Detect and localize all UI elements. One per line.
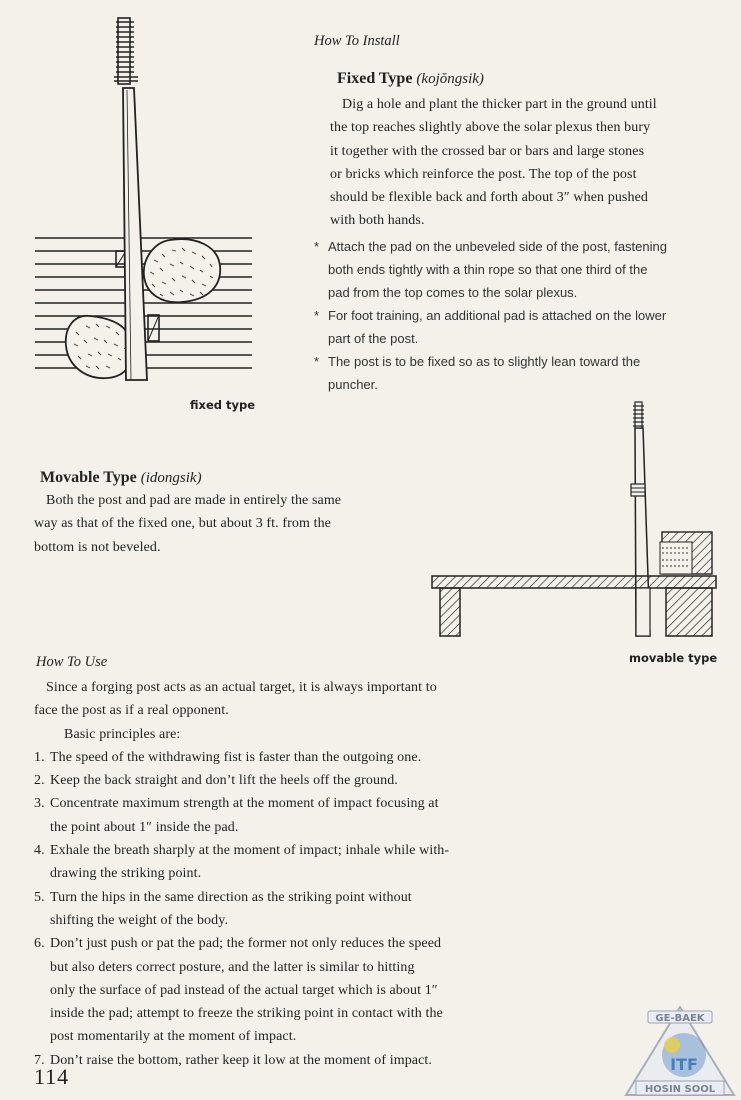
text-line [34, 746, 544, 769]
use-heading: How To Use [36, 654, 108, 670]
text-line: pad from the top comes to the solar plexus. [328, 285, 578, 300]
text-line: face the post as if a real opponent. [34, 703, 229, 719]
text-line: drawing the striking point. [50, 866, 202, 882]
item-number: 3. [34, 796, 45, 812]
page-number: 114 [34, 1064, 70, 1089]
item-number: 5. [34, 889, 45, 905]
note-item [314, 350, 724, 396]
text-line: the top reaches slightly above the solar plexus then bury [330, 120, 651, 136]
text-line: but also deters correct posture, and the latter is similar to hitting [50, 959, 415, 975]
text-line: The post is to be fixed so as to slightly lean toward the [328, 354, 641, 369]
text-line: puncher. [328, 377, 378, 392]
text-line: it together with the crossed bar or bars and large stones [330, 143, 645, 159]
movable-type-paragraph [34, 489, 424, 559]
text-line [34, 839, 544, 862]
note-item [314, 235, 724, 304]
install-heading: How To Install [314, 33, 400, 49]
item-number: 4. [34, 843, 45, 859]
logo-middle-text: ITF [670, 1055, 698, 1074]
pad-shape [631, 484, 645, 496]
text-line [34, 792, 544, 815]
list-item [34, 1049, 544, 1072]
text-line [34, 886, 544, 909]
text-line: the point about 1″ inside the pad. [50, 819, 239, 835]
fixed-type-caption: fixed type [190, 398, 256, 412]
text-line: inside the pad; attempt to freeze the striking point in contact with the [50, 1006, 443, 1022]
text-line: Both the post and pad are made in entirely the same [46, 493, 342, 508]
install-notes [314, 235, 724, 396]
fixed-type-paragraph [330, 93, 722, 233]
list-item [34, 792, 544, 839]
text-line: should be flexible back and forth about 3″ when pushed [330, 190, 648, 206]
note-item [314, 304, 724, 350]
text-line: Dig a hole and plant the thicker part in the ground until [342, 97, 657, 112]
item-text: Keep the back straight and don’t lift the heels off the ground. [50, 773, 398, 789]
text-line: only the surface of pad instead of the actual target which is about 1″ [50, 982, 438, 998]
fixed-type-title-text: Fixed Type [337, 70, 413, 87]
movable-type-title-text: Movable Type [40, 469, 137, 486]
text-line: Attach the pad on the unbeveled side of the post, fastening [328, 239, 667, 254]
text-line: or bricks which reinforce the post. The top of the post [330, 166, 637, 182]
movable-type-native-title: (idongsik) [140, 470, 202, 486]
item-number: 6. [34, 936, 45, 952]
movable-type-title [40, 469, 202, 487]
text-line: bottom is not beveled. [34, 539, 161, 555]
fixed-type-illustration [30, 10, 260, 390]
post-shape [123, 88, 147, 380]
text-line: shifting the weight of the body. [50, 912, 229, 928]
fixed-type-title [337, 70, 484, 88]
list-item [34, 886, 544, 933]
platform-shape [432, 576, 716, 588]
item-number: 1. [34, 749, 45, 765]
item-text: Turn the hips in the same direction as the striking point without [50, 889, 412, 905]
text-line [34, 769, 544, 792]
item-number: 2. [34, 773, 45, 789]
text-line: both ends tightly with a thin rope so that one third of the [328, 262, 648, 277]
movable-type-caption: movable type [629, 651, 718, 665]
platform-leg [666, 588, 712, 636]
text-line: For foot training, an additional pad is attached on the lower [328, 308, 667, 323]
text-line: Since a forging post acts as an actual target, it is always important to [46, 680, 437, 695]
logo-top-text: GE-BAEK [655, 1013, 705, 1024]
item-text: Don’t raise the bottom, rather keep it low at the moment of impact. [50, 1052, 433, 1068]
principles-label: Basic principles are: [64, 726, 181, 742]
text-line [34, 932, 544, 955]
text-line: part of the post. [328, 331, 419, 346]
list-item [34, 839, 544, 886]
fixed-type-native-title: (kojŏngsik) [416, 71, 484, 87]
pad-shape [118, 18, 130, 84]
item-text: The speed of the withdrawing fist is faster than the outgoing one. [50, 749, 422, 765]
text-line [34, 1049, 544, 1072]
note-star: * [314, 239, 320, 254]
text-line: post momentarily at the moment of impact. [50, 1029, 297, 1045]
ge-baek-logo [624, 1005, 736, 1097]
use-section [34, 676, 544, 1072]
list-item [34, 932, 544, 1048]
item-text: Exhale the breath sharply at the moment of impact; inhale while with- [50, 843, 450, 859]
text-line: with both hands. [330, 213, 425, 229]
note-star: * [314, 308, 320, 323]
logo-bottom-text: HOSIN SOOL [644, 1084, 716, 1095]
item-text: Concentrate maximum strength at the moment of impact focusing at [50, 796, 439, 812]
item-number: 7. [34, 1052, 45, 1068]
note-star: * [314, 354, 320, 369]
item-text: Don’t just push or pat the pad; the former not only reduces the speed [50, 936, 442, 952]
platform-leg [440, 588, 460, 636]
platform-leg [636, 588, 650, 636]
list-item [34, 769, 544, 792]
stones-box [660, 542, 692, 574]
text-line: way as that of the fixed one, but about 3 ft. from the [34, 516, 331, 532]
list-item [34, 746, 544, 769]
movable-type-illustration [430, 398, 720, 643]
